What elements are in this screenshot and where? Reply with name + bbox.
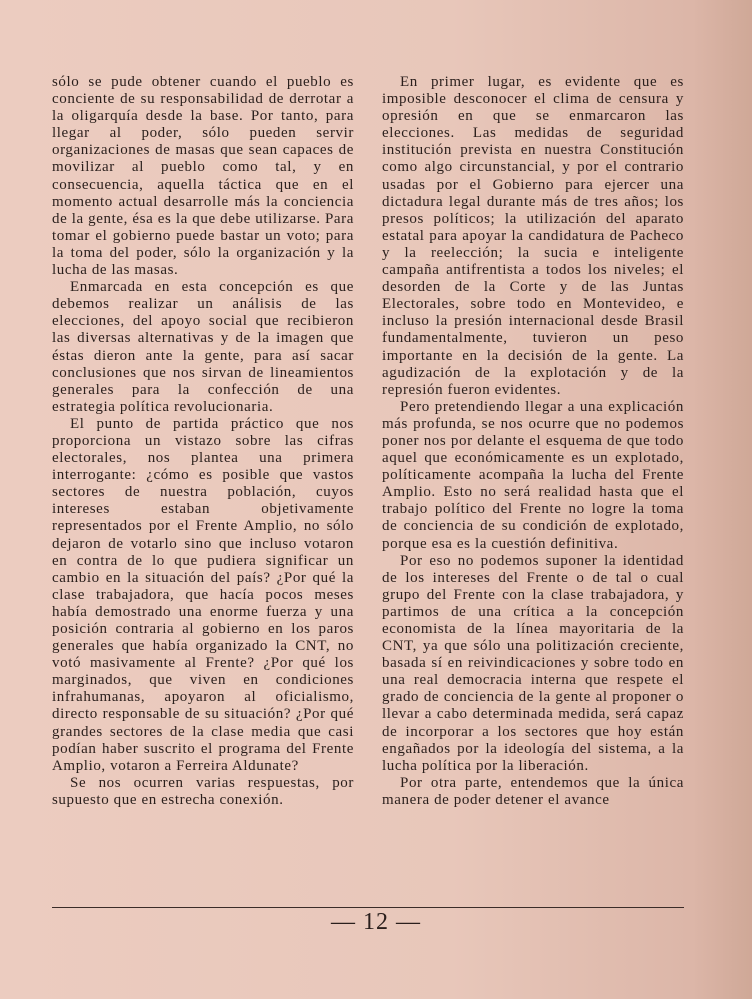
paragraph: En primer lugar, es evidente que es imposible desconocer el clima de censura y opresión en que se enmarcaron las elecciones. Las medidas de seguridad institución prevista en nuestra Constitución como algo circunstancial, y por el contrario usadas por el Gobierno para ejercer una dictadura legal durante más de tres años; los presos políticos; la utilización del aparato estatal para apoyar la candidatura de Pacheco y la reelección; la sucia e inteligente campaña antifrentista a todos los niveles; el desorden de la Corte y de las Juntas Electorales, sobre todo en Montevideo, e incluso la presión internacional desde Brasil fundamentalmente, tuvieron un peso importante en la decisión de la gente. La agudización de la explotación y de la represión fueron evidentes. (382, 74, 684, 398)
paragraph: Por eso no podemos suponer la identidad de los intereses del Frente o de tal o cual grupo del Frente con la clase trabajadora, y partimos de una crítica a la concepción economista de la línea mayoritaria de la CNT, ya que sólo una politización creciente, basada sí en reivindicaciones y sobre todo en una real democracia interna que respete el grado de conciencia de la gente al proponer o llevar a cabo determinada medida, será capaz de incorporar a los sectores que hoy están engañados por la ideología del sistema, a la lucha política por la liberación. (382, 552, 684, 774)
paragraph: Pero pretendiendo llegar a una explicación más profunda, se nos ocurre que no podemos poner nos por delante el esquema de que todo aquel que económicamente es un explotado, políticamente acompaña la lucha del Frente Amplio. Esto no será realidad hasta que el trabajo político del Frente no logre la toma de conciencia de su condición de explotado, porque esa es la cuestión definitiva. (382, 398, 684, 552)
paragraph: Se nos ocurren varias respuestas, por supuesto que en estrecha conexión. (52, 774, 354, 808)
paragraph: El punto de partida práctico que nos proporciona un vistazo sobre las cifras electorales, nos plantea una primera interrogante: ¿cómo es posible que vastos sectores de nuestra población, cuyos intereses estaban objetivamente representados por el Frente Amplio, no sólo dejaron de votarlo sino que incluso votaron en contra de lo que pudiera significar un cambio en la situación del país? ¿Por qué la clase trabajadora, que hacía pocos meses había demostrado una enorme fuerza y una posición contraria al gobierno en los paros generales que había organizado la CNT, no votó masivamente al Frente? ¿Por qué los marginados, que viven en condiciones infrahumanas, apoyaron al oficialismo, directo responsable de su situación? ¿Por qué grandes sectores de la clase media que casi podían haber suscrito el programa del Frente Amplio, votaron a Ferreira Aldunate? (52, 415, 354, 774)
paragraph: Por otra parte, entendemos que la única manera de poder detener el avance (382, 774, 684, 808)
right-column (382, 74, 684, 809)
paragraph: sólo se pude obtener cuando el pueblo es conciente de su responsabilidad de derrotar a la oligarquía desde la base. Por tanto, para llegar al poder, sólo pueden servir organizaciones de masas que sean capaces de movilizar al pueblo como tal, y en consecuencia, aquella táctica que en el momento actual desarrolle más la conciencia de la gente, ésa es la que debe utilizarse. Para tomar el gobierno puede bastar un voto; para la toma del poder, sólo la organización y la lucha de las masas. (52, 74, 354, 279)
page-number: — 12 — (331, 909, 421, 935)
paragraph: Enmarcada en esta concepción es que debemos realizar un análisis de las elecciones, del apoyo social que recibieron las diversas alternativas y de la imagen que éstas dieron ante la gente, para así sacar conclusiones que nos sirvan de lineamientos generales para la confección de una estrategia política revolucionaria. (52, 279, 354, 415)
footer-divider (52, 907, 684, 908)
left-column (52, 74, 354, 809)
